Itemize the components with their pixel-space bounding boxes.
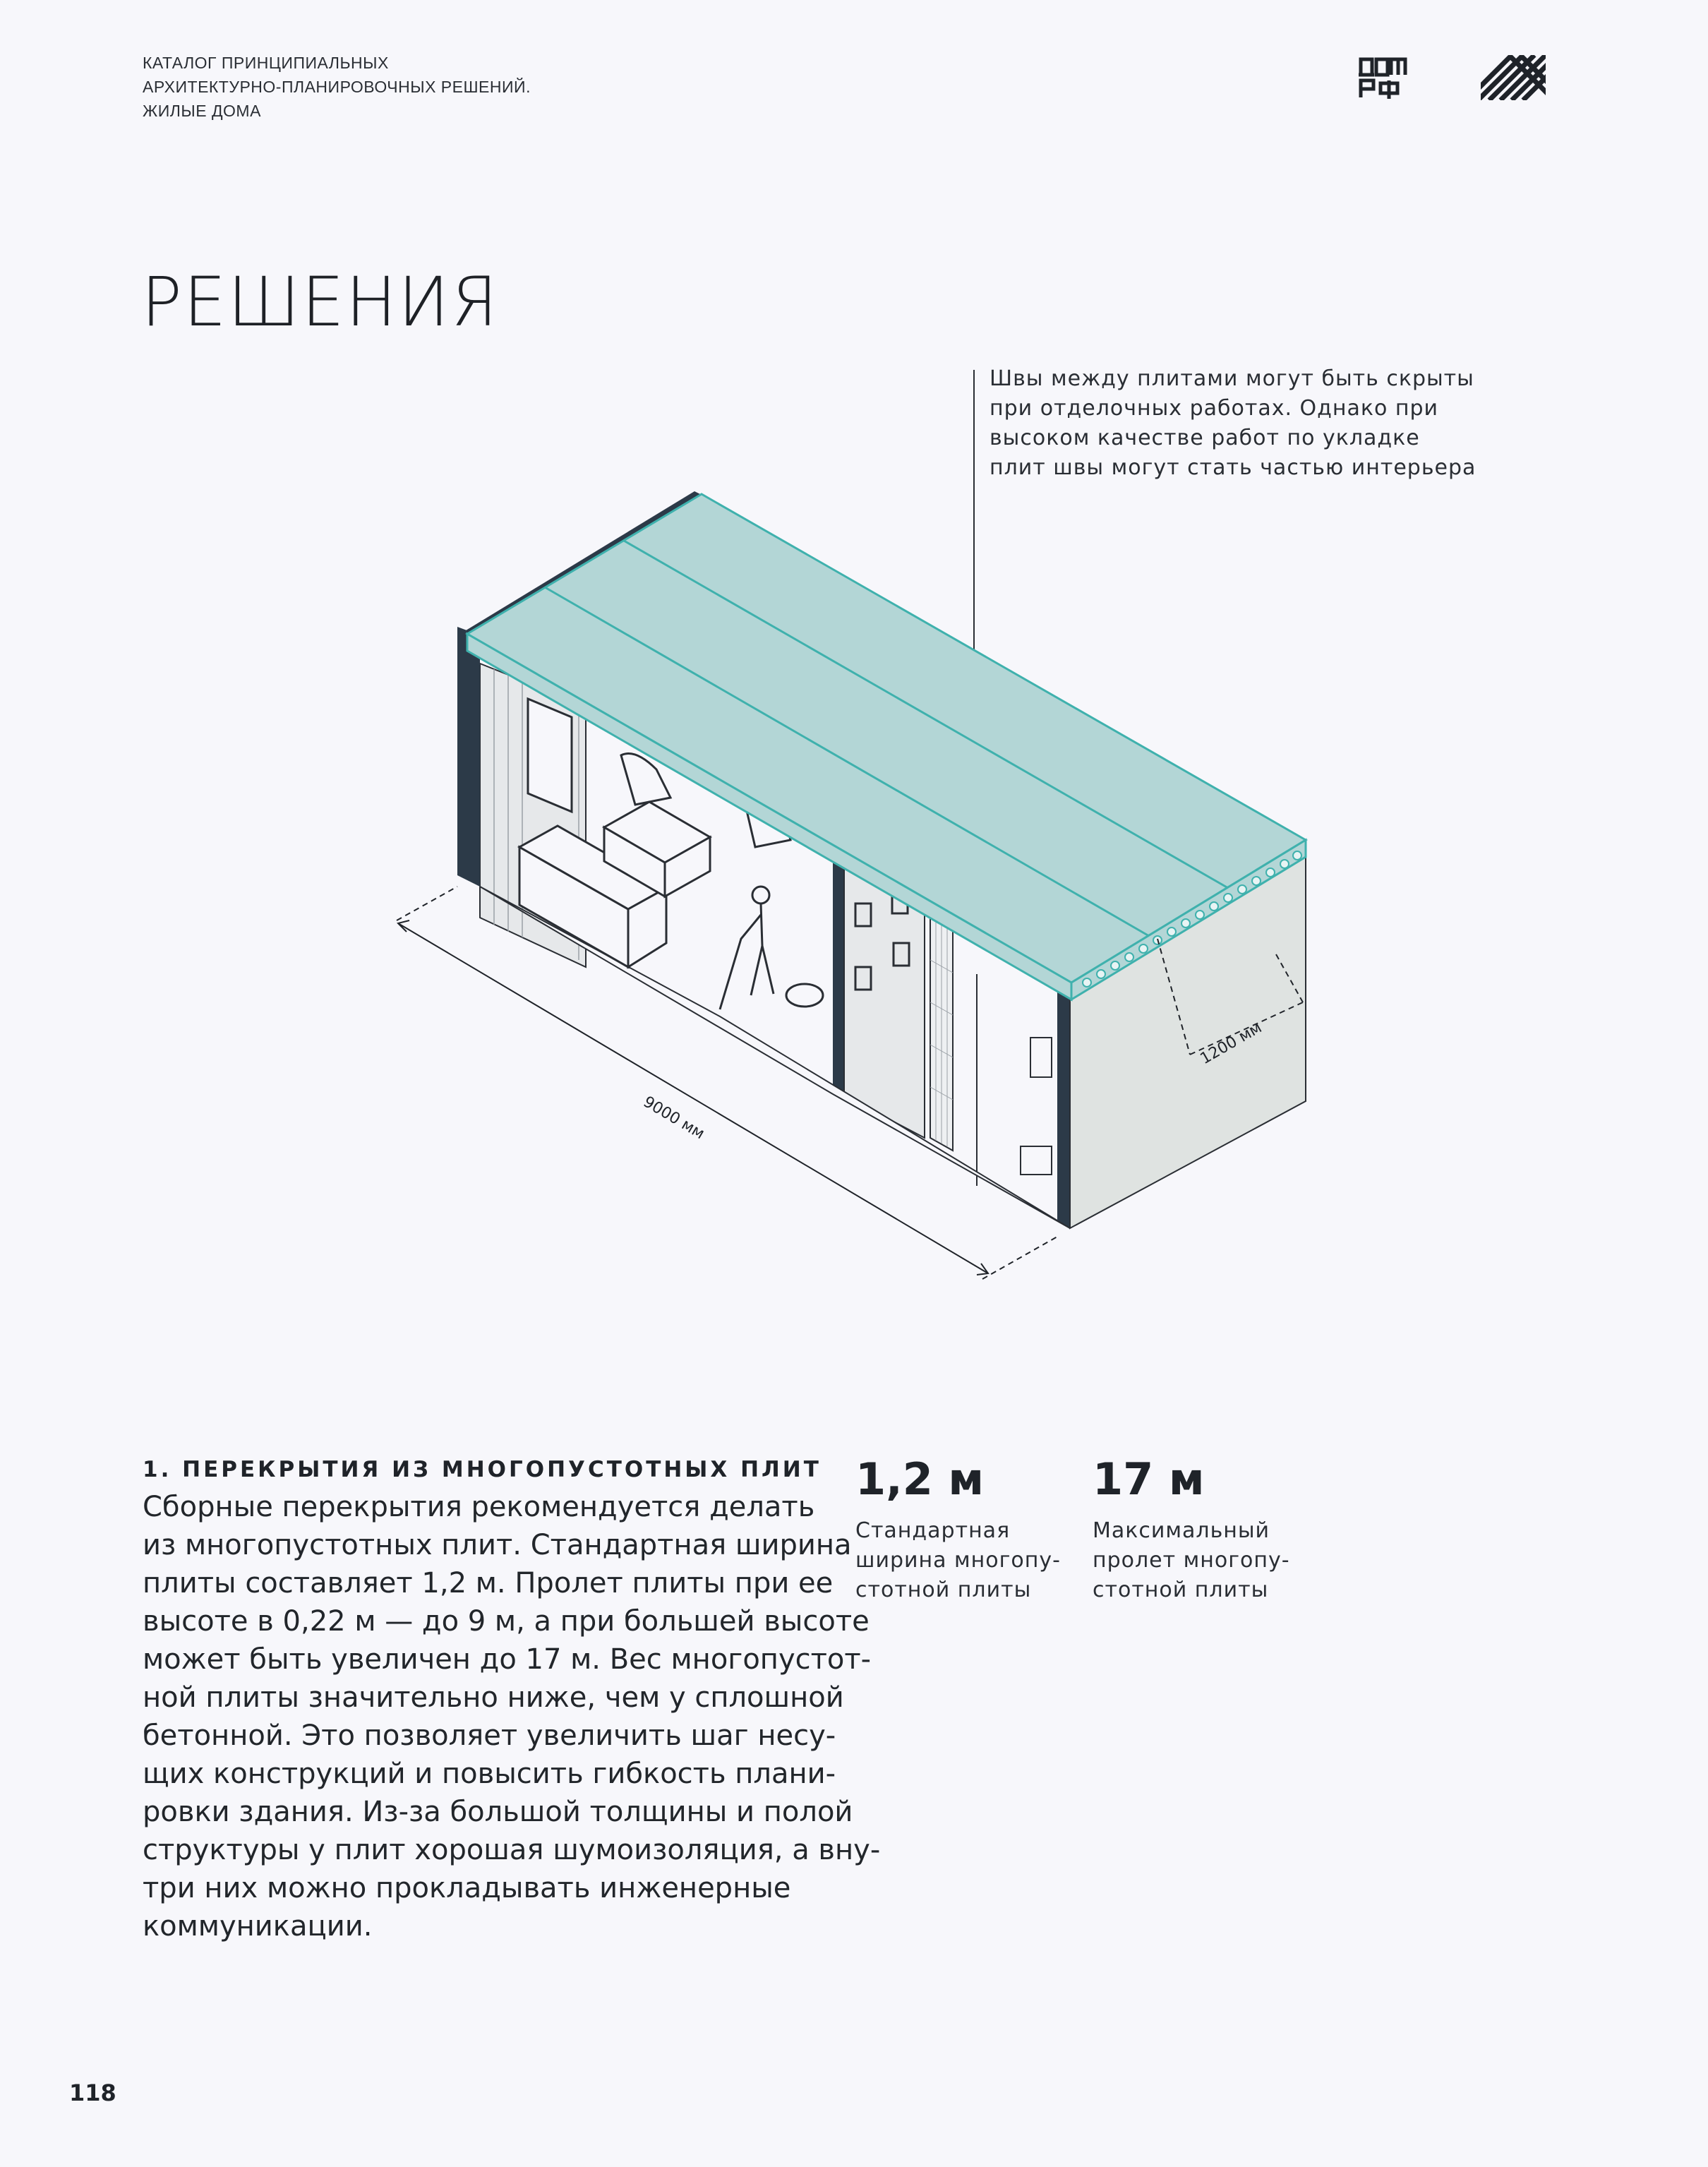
body-line: щих конструкций и повысить гибкость плани- — [143, 1758, 836, 1790]
toilet — [1021, 1038, 1052, 1175]
length-label: 9000 мм — [639, 1093, 708, 1143]
section-title: РЕШЕНИЯ — [141, 263, 500, 342]
body-line: три них можно прокладывать инженерные — [143, 1872, 791, 1904]
wall-edge-right — [1057, 974, 1070, 1228]
length-dimension — [397, 887, 1057, 1279]
wall-edge-left — [457, 627, 480, 887]
header-line: ЖИЛЫЕ ДОМА — [143, 102, 261, 120]
body-line: Сборные перекрытия рекомендуется делать — [143, 1491, 815, 1523]
callout-line: при отделочных работах. Однако при — [990, 396, 1439, 421]
stat-max-span — [1093, 1453, 1290, 1605]
page-number: 118 — [69, 2079, 116, 2106]
stat-value: 17 м — [1093, 1453, 1205, 1505]
section-heading: 1. ПЕРЕКРЫТИЯ ИЗ МНОГОПУСТОТНЫХ ПЛИТ — [143, 1457, 822, 1482]
stat-caption-line: стотной плиты — [1093, 1578, 1269, 1602]
stat-slab-width — [855, 1453, 1061, 1605]
stat-caption — [1093, 1516, 1290, 1605]
person-figure — [720, 887, 823, 1009]
stat-caption-line: Максимальный — [1093, 1518, 1270, 1543]
stat-caption-line: пролет многопу- — [1093, 1548, 1290, 1573]
body-line: ровки здания. Из-за большой толщины и полой — [143, 1796, 853, 1828]
stat-caption-line: Стандартная — [855, 1518, 1011, 1543]
width-label: 1200 мм — [1197, 1019, 1265, 1069]
body-line: может быть увеличен до 17 м. Вес многопустот- — [143, 1643, 872, 1676]
stat-value: 1,2 м — [855, 1453, 985, 1505]
wall-edge-mid — [833, 861, 844, 1101]
callout-line: высоком качестве работ по укладке — [990, 426, 1420, 450]
header-line: КАТАЛОГ ПРИНЦИПИАЛЬНЫХ — [143, 54, 389, 72]
body-line: бетонной. Это позволяет увеличить шаг несу- — [143, 1719, 836, 1752]
callout-line: плит швы могут стать частью интерьера — [990, 455, 1477, 480]
callout-line: Швы между плитами могут быть скрыты — [990, 366, 1474, 391]
body-line: ной плиты значительно ниже, чем у сплошной — [143, 1681, 844, 1714]
body-line: высоте в 0,22 м — до 9 м, а при большей высоте — [143, 1605, 870, 1638]
stat-caption-line: стотной плиты — [855, 1578, 1032, 1602]
body-line: структуры у плит хорошая шумоизоляция, а вну- — [143, 1834, 881, 1866]
stat-caption — [855, 1516, 1061, 1605]
section-body — [143, 1488, 881, 1945]
body-line: из многопустотных плит. Стандартная ширина — [143, 1529, 852, 1561]
body-line: плиты составляет 1,2 м. Пролет плиты при ее — [143, 1567, 834, 1599]
stat-caption-line: ширина многопу- — [855, 1548, 1061, 1573]
window — [528, 699, 572, 812]
header-line: АРХИТЕКТУРНО-ПЛАНИРОВОЧНЫХ РЕШЕНИЙ. — [143, 78, 531, 96]
body-line: коммуникации. — [143, 1910, 373, 1943]
